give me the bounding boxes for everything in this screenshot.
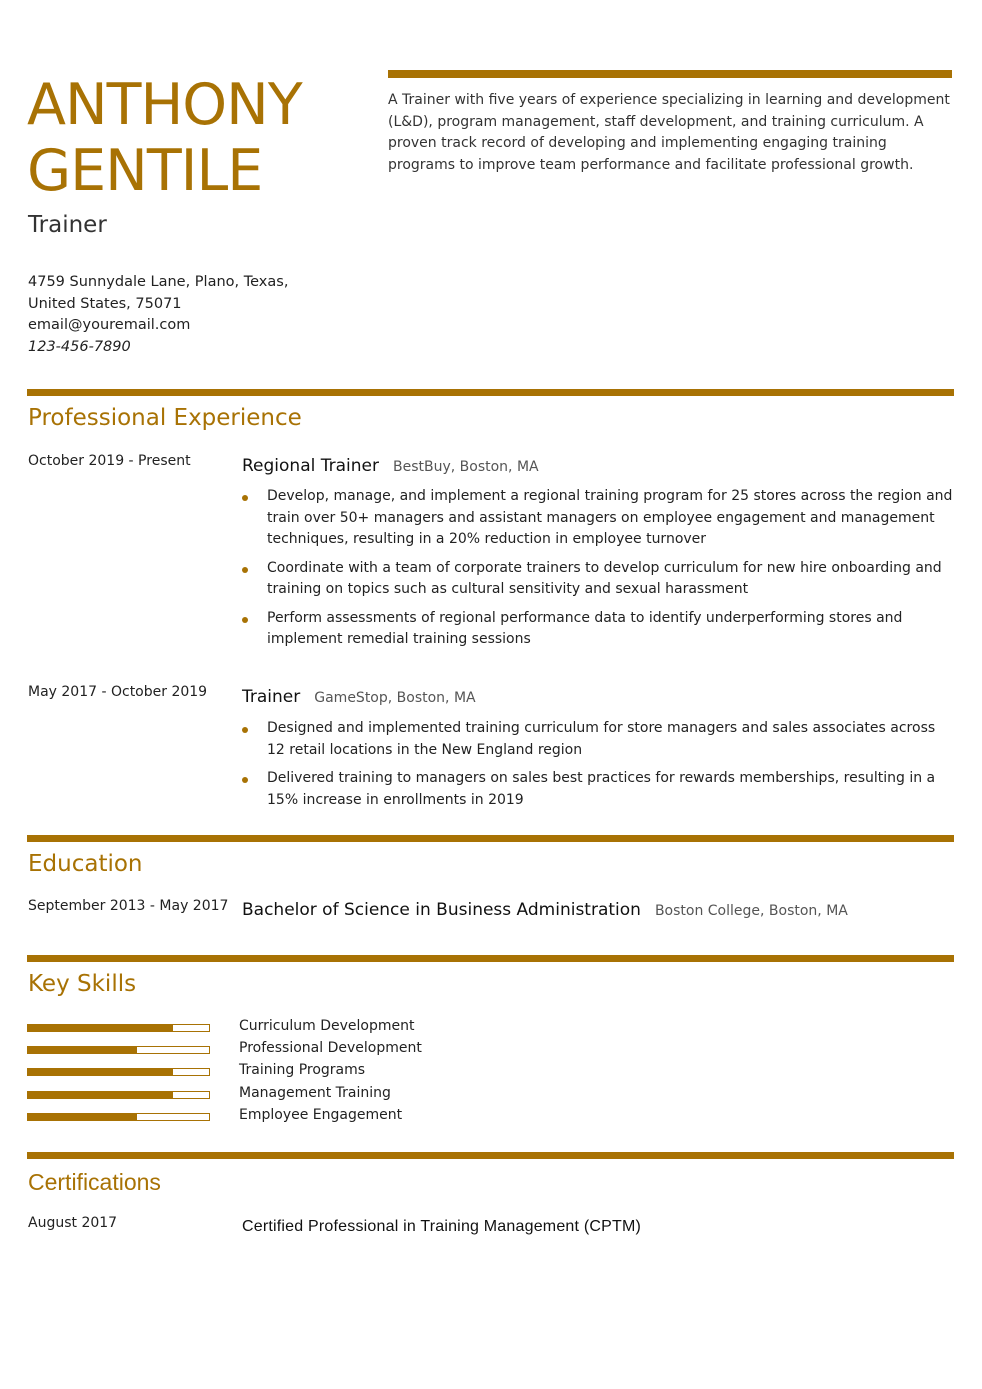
job-role: Regional Trainer [242,456,379,476]
job-header [242,687,476,707]
contact-info [28,272,328,358]
school: Boston College, Boston, MA [654,903,848,919]
job-title: Trainer [28,212,107,238]
section-divider [27,389,954,396]
phone: 123-456-7890 [28,338,131,355]
list-item: Delivered training to managers on sales best practices for rewards memberships, resulting in a 15% increase in enrollments in 2019 [242,768,954,811]
certification-date: August 2017 [28,1215,118,1231]
list-item: Coordinate with a team of corporate trainers to develop curriculum for new hire onboarding and training on topics such as cultural sensitivity and sexual harassment [242,558,954,601]
education-heading: Education [28,851,143,877]
job-dates: May 2017 - October 2019 [28,684,208,700]
skill-label: Management Training [239,1085,391,1101]
job-dates: October 2019 - Present [28,453,191,469]
first-name: ANTHONY [27,72,302,138]
job-bullets [242,718,954,818]
job-company: GameStop, Boston, MA [314,690,476,706]
section-divider [27,835,954,842]
address: 4759 Sunnydale Lane, Plano, Texas, United States, 75071 [28,274,289,312]
job-header [242,456,539,476]
certification-name: Certified Professional in Training Management (CPTM) [242,1218,642,1235]
skill-level-fill [28,1047,137,1053]
last-name: GENTILE [27,138,263,204]
skill-label: Professional Development [239,1040,422,1056]
summary-text: A Trainer with five years of experience specializing in learning and development (L&D), program management, staff development, and training curriculum. A proven track record of developing and implementing engaging training programs to improve team performance and facilitate professional growth. [388,92,950,173]
list-item: Designed and implemented training curriculum for store managers and sales associates across 12 retail locations in the New England region [242,718,954,761]
skills-heading: Key Skills [28,971,137,997]
skill-label: Curriculum Development [239,1018,415,1034]
summary-divider [388,70,952,78]
education-dates: September 2013 - May 2017 [28,898,229,914]
bullet-icon [242,617,248,623]
job-company: BestBuy, Boston, MA [392,459,539,475]
skill-level-bar [27,1024,210,1032]
skill-level-bar [27,1091,210,1099]
list-item: Perform assessments of regional performance data to identify underperforming stores and implement remedial training sessions [242,608,954,651]
skill-level-bar [27,1068,210,1076]
skill-level-bar [27,1113,210,1121]
skill-level-fill [28,1069,173,1075]
degree: Bachelor of Science in Business Administration [242,900,641,920]
certifications-heading: Certifications [28,1169,161,1195]
skill-level-bar [27,1046,210,1054]
job-bullets [242,486,954,658]
section-divider [27,955,954,962]
job-role: Trainer [242,687,301,707]
list-item: Develop, manage, and implement a regional training program for 25 stores across the region and train over 50+ managers and assistant managers on employee engagement and management techniques, resulting in a 20% reduction in employee turnover [242,486,954,551]
skill-level-fill [28,1114,137,1120]
bullet-icon [242,495,248,501]
candidate-name [27,72,302,204]
email[interactable]: email@youremail.com [28,317,191,333]
skill-level-fill [28,1092,173,1098]
bullet-icon [242,567,248,573]
experience-heading: Professional Experience [28,405,302,431]
skill-label: Employee Engagement [239,1107,403,1123]
bullet-icon [242,727,248,733]
education-entry [242,900,848,920]
skill-label: Training Programs [239,1062,366,1078]
bullet-icon [242,777,248,783]
skill-level-fill [28,1025,173,1031]
section-divider [27,1152,954,1159]
